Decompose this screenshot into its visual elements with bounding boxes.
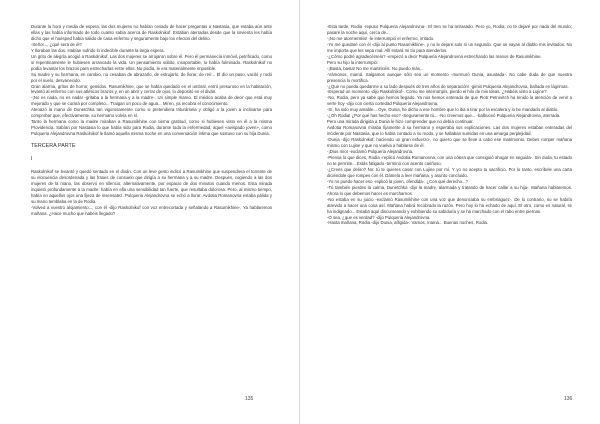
chapter-number: I: [31, 156, 33, 163]
paragraph: -Volved a vuestro alojamiento..., con él -dijo Raskolnikof con voz entrecortada y señalando a Rasumikhine-. Ya hablaremos mañana. ¿Hace mucho que habéis llegado?: [31, 204, 272, 216]
paragraph: -No estaba en su juicio -exclamó Rasumikhine con una voz que denunciaba su embriaguez-. De lo contrario, no se habría atrevido a hacer una cosa así. Mañana habrá recobrado la razón. Pero hoy lo ha echado de aquí. El otro, como es natural, se ha indignado... Estaba aquí discurseando y exhibiendo su sabiduría y se ha marchado con el rabo entre piernas.: [327, 196, 572, 214]
paragraph: -No, Rodia, pero ya sabe que hemos llegado. Ya nos hemos enterado de que Piotr Petrovitch ha tenido la atención de venir a verte hoy -dijo con cierta cortedad Pulqueria Alejandrovna.: [327, 95, 572, 107]
page-number: 136: [564, 396, 573, 402]
paragraph: Tanto la hermana como la madre miraban a Rasumikhine con tierna gratitud, como si hubiesen visto en él a la misma Providencia. Sabían por Nastasia lo que había sido para Rodia, durante toda la enfermedad, aquel «avispado joven», como Pulqueria Alejandrovna Raskolnikof le llamó aquella misma noche en una conversación íntima que sostuvo con su hija Dunia.: [31, 119, 272, 137]
paragraph: -Dunia -dijo Raskolnikof, haciendo un gran esfuerzo-, no quiero que se lleve a cabo ese matrimonio. Debes romper mañana mismo con Lujine y que no vuelva a hablarse de él.: [327, 137, 572, 149]
part-title: TERCERA PARTE: [31, 143, 76, 150]
paragraph: Durante la hora y media de espera, las dos mujeres no habían cesado de hacer preguntas a Nastasia, que estaba aún ante ellas y las había informado de todo cuanto sabía acerca de Raskolnikof. Estaban aterradas desde que la sirvienta les había dicho que el huésped había salido de casa enfermo y seguramente bajo los efectos del delirio.: [31, 24, 272, 41]
paragraph: -¡Dios mío! -exclamó Pulqueria Alejandrovna.: [327, 149, 414, 155]
paragraph: Un grito de alegría acogió a Raskolnikof. Las dos mujeres se arrojaron sobre él. Pero él permanecía inmóvil, petrificado, como si repentinamente le hubiesen arrancado la vida. Un pensamiento súbito, insoportable, lo había fulminado. Raskolnikof no podía levantar los brazos para estrecharlas entre ellos. No podía, le era materialmente imposible.: [31, 53, 272, 71]
paragraph: Gran alarma, gritos de horror, gemidos. Rasumikhine, que se había quedado en el umbral, entró presuroso en la habitación, levantó al enfermo con sus atléticos brazos y, en un abrir y cerrar de ojos, lo depositó en el diván.: [31, 83, 272, 95]
paragraph: -Tú también pierdes la calma, Dunetchka -dijo la madre, alarmada y tratando de hacer callar a su hija-. Mañana hablaremos. Ahora lo que debemos hacer es marcharnos.: [327, 184, 572, 196]
paragraph: -Piensa lo que dices, Rodia -replicó Avdotia Romanovna, con una cólera que consiguió ahogar en seguida-. Sin duda, tu estado no te permite... Estás fatigado -terminó con acento cariñoso.: [327, 154, 572, 166]
left-page-text: [31, 24, 272, 217]
paragraph: -¿Cómo podré agradecérselo? -empezó a decir Pulqueria Alejandrovna estrechando las manos de Rasumikhine.: [327, 53, 542, 59]
paragraph: -¿Crees que deliro? No: tú te quieres casar con Lujine por mí. Y yo no acepto tu sacrificio. Por lo tanto, escríbele una carta diciéndole que rompes con él. Dámela a leer mañana, y asunto concluido.: [327, 166, 572, 178]
paragraph: Y lloraban las dos. Habían sufrido lo indecible durante la larga espera.: [31, 47, 165, 53]
right-page: [300, 0, 600, 424]
paragraph: -Hasta mañana, Rodia -dijo Dunia, afligida-. Vamos, mamá... Buenas noches, Rodia.: [327, 220, 489, 226]
paragraph: -Vámonos, mamá. Salgamos aunque sólo sea un momento -murmuró Dunia, asustada-. No cabe duda de que nuestra presencia lo mortifica.: [327, 71, 572, 83]
paragraph: -Esperad un momento -dijo Raskolnikof-. Como me interrumpís, pierdo el hilo de mis ideas. ¿Habéis visto a Lujine?: [327, 89, 547, 95]
paragraph: Atenazó la mano de Dunetchka tan vigorosamente como si pretendiera triturársela y obligó a la joven a inclinarse para comprobar que, efectivamente, su hermano volvía en sí.: [31, 107, 272, 119]
paragraph: -Yo me quedaré con él -dijo al punto Rasumikhine-, y no le dejaré solo ni un segundo. Que se vayan al diablo mis invitados. No me importa que les sepa mal. Allí estará mi tío para atenderlos.: [327, 41, 572, 53]
paragraph: Su madre y su hermana, en cambio, no cesaban de abrazarlo, de estrujarlo, de llorar, de reír... El dio un paso, vaciló y rodó por el suelo, desvanecido.: [31, 71, 272, 83]
paragraph: -¡No me atormentéis! -le interrumpió el enfermo, irritado.: [327, 35, 435, 41]
paragraph: -¿Que no pueda quedarme a su lado después de tres años de separación! -gimió Pulqueria Alejandrovna, bañada en lágrimas.: [327, 83, 569, 89]
page-number: 135: [245, 396, 254, 402]
paragraph: -O sea, ¿que es verdad? -dijo Pulqueria Alejandrovna.: [327, 214, 431, 220]
paragraph: -Señor..., ¿qué será de él?: [31, 41, 82, 47]
paragraph: Avdotia Romanovna miraba fijamente a su hermano y esperaba sus explicaciones. Las dos mujeres estaban enteradas del incidente por Nastasia, que lo había contado a su modo, y se hallaban sumidas en una amarga perplejidad.: [327, 125, 572, 137]
paragraph: Raskolnikof se levantó y quedó sentado en el diván. Con un leve gesto indicó a Rasumikhine que suspendiera el torrente de su elocuencia desordenada y las frases de consuelo que dirigía a su hermana y a su madre. Después, cogiendo a las dos mujeres de la mano, las observó en silencio, alternativamente, por espacio de dos minutos cuando menos. Esta mirada inquietó profundamente a la madre: había en ella una sensibilidad tan fuerte, que resultaba dolorosa. Pero, al mismo tiempo, había en aquellos ojos una fijeza de insensatez. Pulqueria Alejandrovna se echó a llorar. Avdotia Romanovna estaba pálida y su mano temblaba en la de Rodia.: [31, 169, 272, 204]
paragraph: Pero una mirada dirigida a Dunia le hizo comprender que no debía continuar.: [327, 119, 474, 125]
paragraph: -¿Oh Rodia! ¿Por qué has hecho eso? -Seguramente tú... -No creemos que... -balbuceó Pulqueria Alejandrovna, aterrada.: [327, 113, 561, 119]
paragraph: -¡Basta, basta! No me martiricéis. No puedo más...: [327, 65, 424, 71]
paragraph: -Esta tarde, Rodia -repuso Pulqueria Alejandrovna-. El tren se ha retrasado. Pero yo, Rodia: no te dejaré por nada del mundo; pasaré la noche aquí, cerca de...: [327, 24, 572, 35]
paragraph: -¡No es nada, no es nada! -gritaba a la hermana y a la madre-. Un simple mareo. El médico acaba de decir que está muy mejorado y que se curará por completo... Traigan un poco de agua... Miren, ya recobra el conocimiento.: [31, 95, 272, 107]
paragraph: -Sí, ha sido muy amable... Oye, Dunia, he dicho a ese hombre que lo iba a tirar por la escalera y lo he mandado al diablo.: [327, 107, 559, 113]
paragraph: -Yo no puedo hacer eso -replicó la joven, ofendida-. ¿Con qué derecho...?: [327, 178, 469, 184]
right-page-text: [327, 24, 572, 226]
paragraph: Pero su hijo la interrumpió:: [327, 59, 379, 65]
